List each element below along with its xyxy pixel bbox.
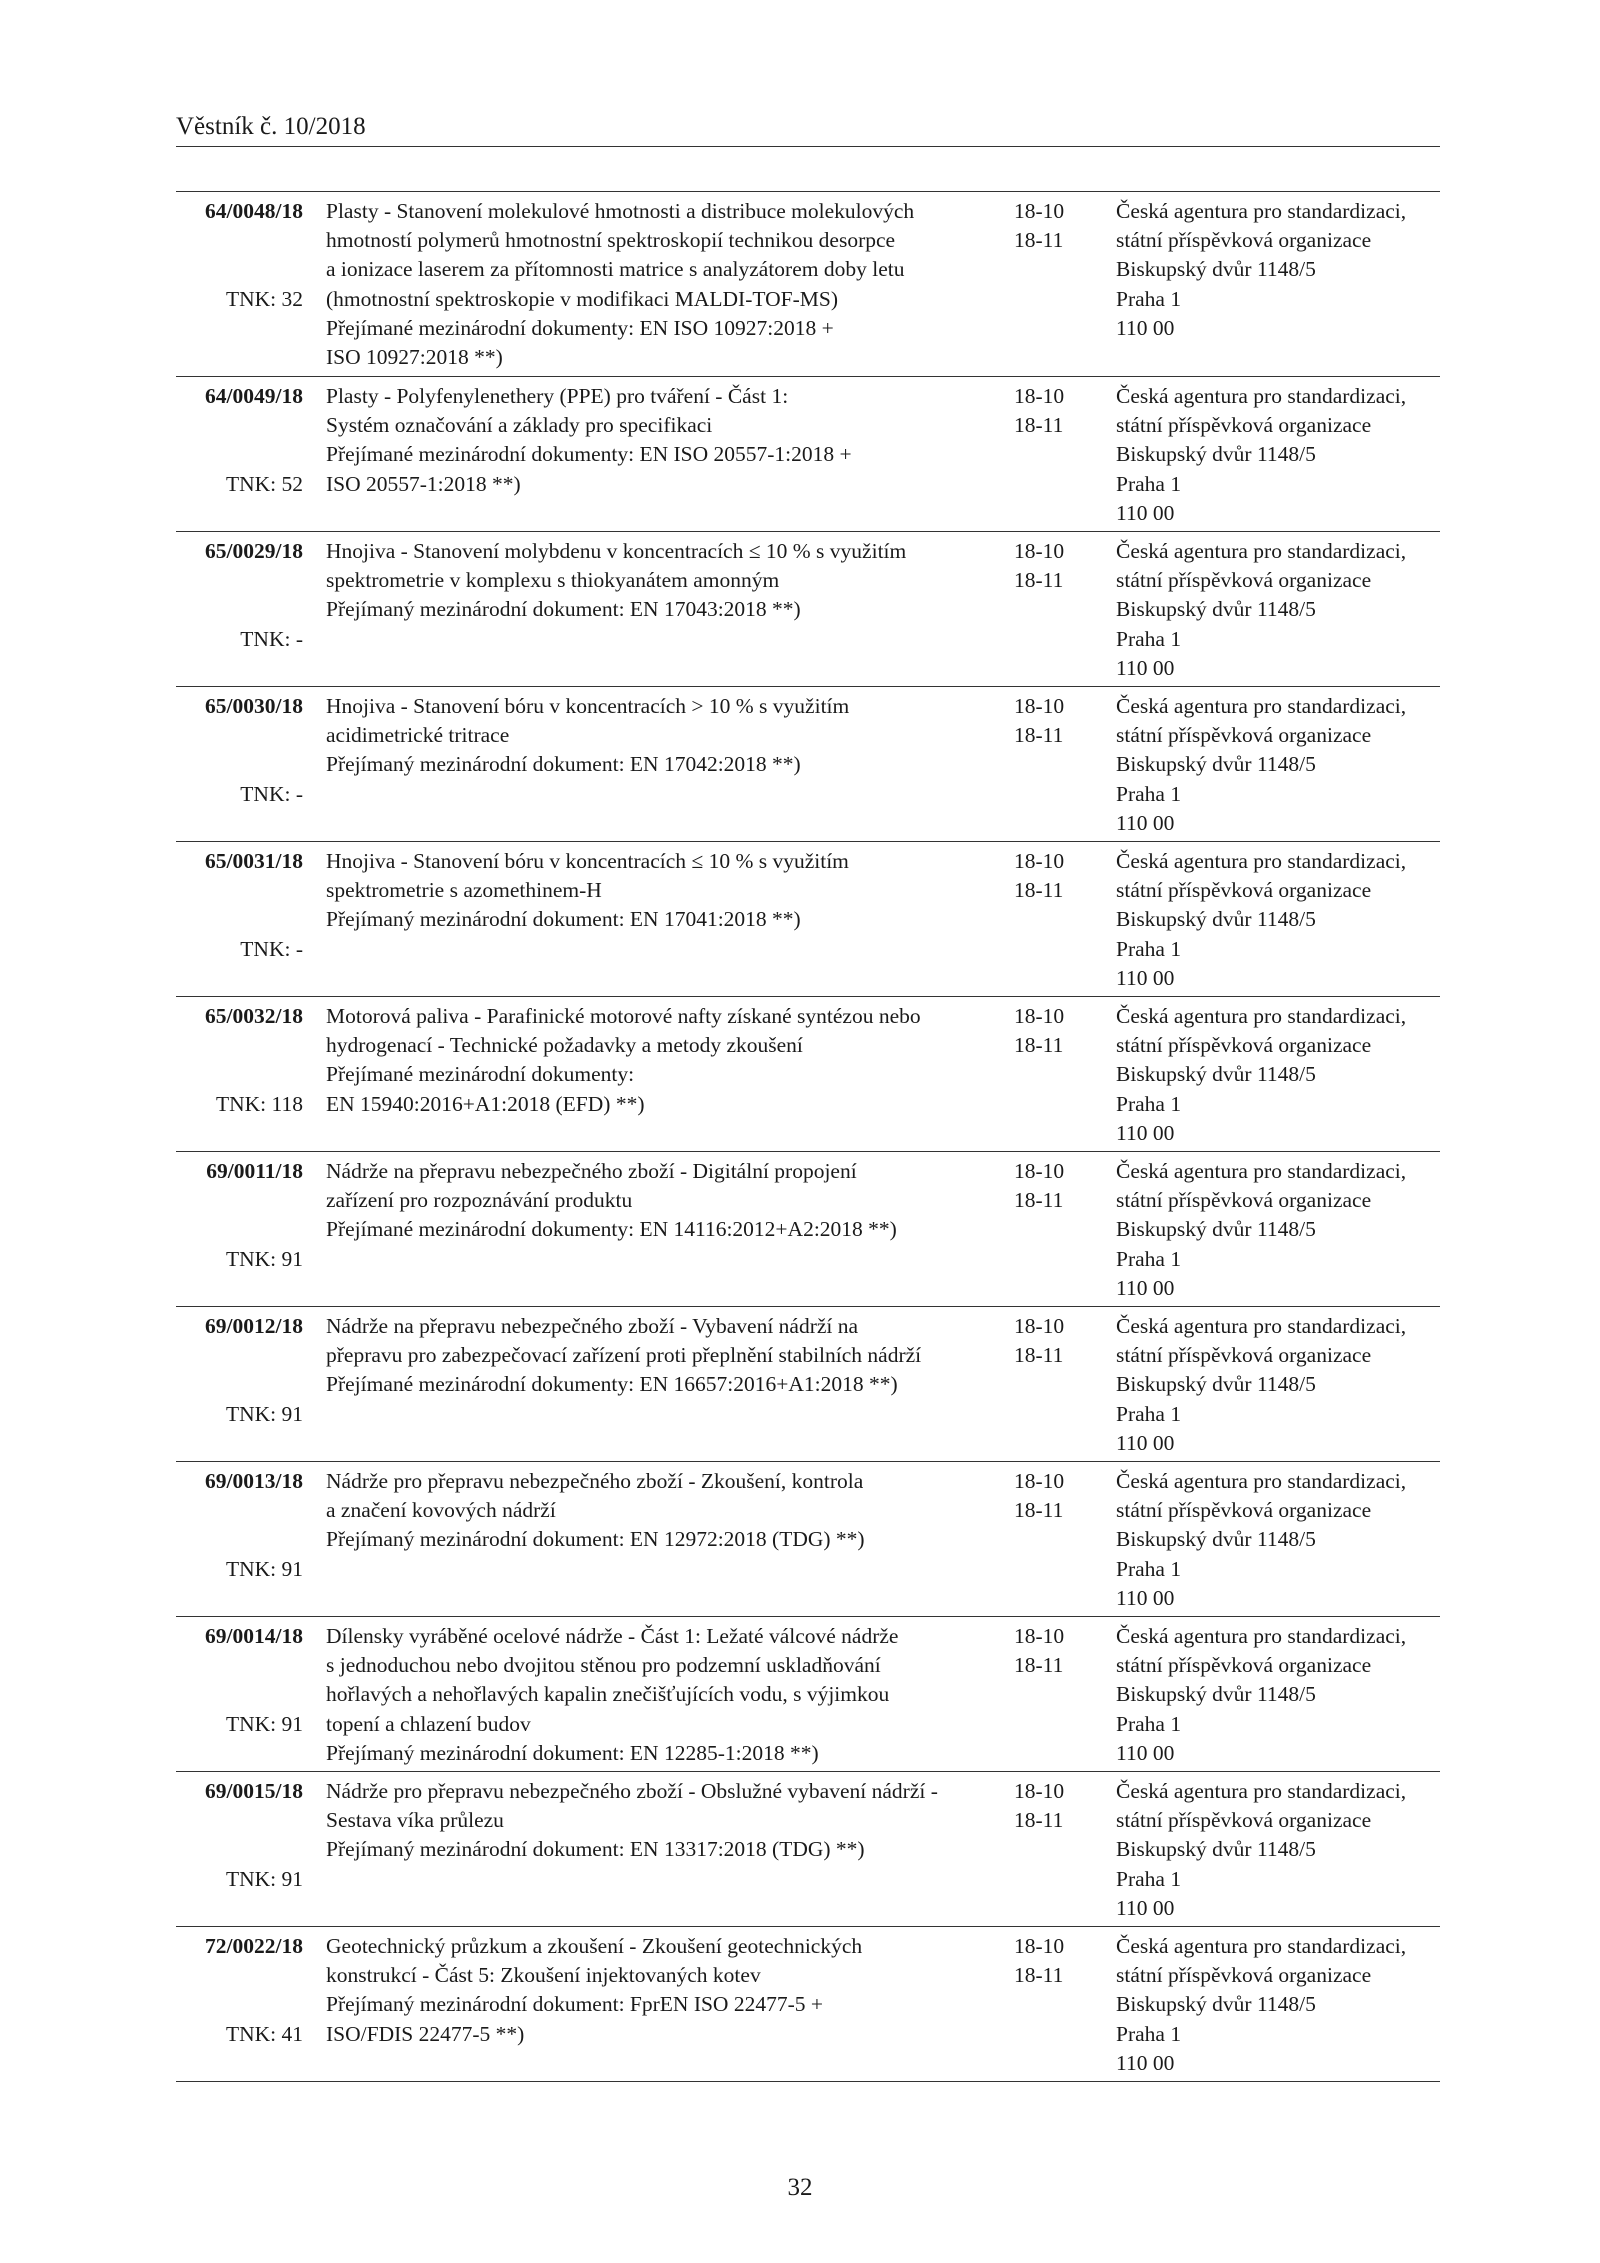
- entry-tnk: TNK: -: [240, 936, 303, 961]
- entry-organization: [1116, 1002, 1436, 1148]
- entry-title-line: spektrometrie s azomethinem-H: [326, 878, 602, 903]
- entry-title-line: Hnojiva - Stanovení bóru v koncentracích > 10 % s využitím: [326, 694, 850, 718]
- entry-organization-line: 110 00: [1116, 1585, 1175, 1610]
- entry-organization-line: Biskupský dvůr 1148/5: [1116, 1372, 1316, 1397]
- entry-date: 18-11: [1014, 1033, 1064, 1058]
- standard-entry: [176, 1307, 1440, 1462]
- entry-organization: [1116, 1777, 1436, 1923]
- entry-title-line: ISO/FDIS 22477-5 **): [326, 2021, 525, 2046]
- entry-dates: [1014, 197, 1084, 255]
- standard-entry: [176, 377, 1440, 532]
- entry-organization-line: státní příspěvková organizace: [1116, 413, 1372, 438]
- entry-title-line: hydrogenací - Technické požadavky a metody zkoušení: [326, 1033, 803, 1058]
- entry-organization-line: státní příspěvková organizace: [1116, 1188, 1372, 1213]
- entry-title-line: Přejímaný mezinárodní dokument: EN 12285-1:2018 **): [326, 1740, 819, 1765]
- entry-organization-line: státní příspěvková organizace: [1116, 878, 1372, 903]
- entry-title: [326, 1932, 1026, 2049]
- entry-date: 18-10: [1014, 1469, 1065, 1493]
- entry-dates: [1014, 1312, 1084, 1370]
- entry-organization-line: Biskupský dvůr 1148/5: [1116, 752, 1316, 777]
- entry-number: 69/0015/18: [205, 1779, 303, 1803]
- entry-title-line: a ionizace laserem za přítomnosti matrice s analyzátorem doby letu: [326, 257, 905, 282]
- entry-organization-line: Biskupský dvůr 1148/5: [1116, 1217, 1316, 1242]
- entry-organization-line: Praha 1: [1116, 936, 1182, 961]
- entry-id-column: [176, 847, 303, 964]
- entry-title-line: Sestava víka průlezu: [326, 1808, 504, 1833]
- entry-id-column: [176, 197, 303, 314]
- entry-organization-line: státní příspěvková organizace: [1116, 568, 1372, 593]
- entry-title: [326, 847, 1026, 935]
- entry-organization-line: Česká agentura pro standardizaci,: [1116, 1314, 1407, 1338]
- entry-organization-line: 110 00: [1116, 1430, 1175, 1455]
- entry-organization-line: Česká agentura pro standardizaci,: [1116, 539, 1407, 563]
- entry-organization-line: 110 00: [1116, 655, 1175, 680]
- entry-organization-line: Biskupský dvůr 1148/5: [1116, 442, 1316, 467]
- standard-entry: [176, 1462, 1440, 1617]
- standard-entry: [176, 1617, 1440, 1772]
- entry-date: 18-10: [1014, 1624, 1065, 1648]
- entry-organization-line: Praha 1: [1116, 286, 1182, 311]
- entry-title-line: topení a chlazení budov: [326, 1711, 531, 1736]
- entry-title: [326, 1467, 1026, 1555]
- entry-title-line: Přejímaný mezinárodní dokument: EN 13317:2018 (TDG) **): [326, 1837, 865, 1862]
- entry-title-line: ISO 10927:2018 **): [326, 345, 503, 370]
- entry-number: 69/0013/18: [205, 1469, 303, 1493]
- entry-tnk: TNK: 91: [225, 1401, 303, 1426]
- entry-dates: [1014, 1777, 1084, 1835]
- entry-organization-line: Česká agentura pro standardizaci,: [1116, 1624, 1407, 1648]
- entry-dates: [1014, 1622, 1084, 1680]
- entry-organization-line: státní příspěvková organizace: [1116, 1343, 1372, 1368]
- entry-tnk: TNK: 32: [225, 286, 303, 311]
- entry-organization: [1116, 1467, 1436, 1613]
- entry-date: 18-10: [1014, 539, 1065, 563]
- entry-number: 69/0014/18: [205, 1624, 303, 1648]
- entry-title-line: Přejímané mezinárodní dokumenty: EN 16657:2016+A1:2018 **): [326, 1372, 898, 1397]
- entry-title-line: Přejímaný mezinárodní dokument: EN 17041:2018 **): [326, 907, 801, 932]
- entry-organization-line: Biskupský dvůr 1148/5: [1116, 1682, 1316, 1707]
- standards-list: [176, 191, 1440, 2082]
- entry-title-line: zařízení pro rozpoznávání produktu: [326, 1188, 633, 1213]
- entry-title-line: EN 15940:2016+A1:2018 (EFD) **): [326, 1091, 645, 1116]
- entry-title-line: Dílensky vyráběné ocelové nádrže - Část 1: Ležaté válcové nádrže: [326, 1624, 899, 1648]
- entry-organization-line: Praha 1: [1116, 1866, 1182, 1891]
- entry-organization-line: státní příspěvková organizace: [1116, 228, 1372, 253]
- entry-tnk: TNK: 118: [216, 1091, 303, 1116]
- entry-organization-line: 110 00: [1116, 2050, 1175, 2075]
- entry-id-column: [176, 1157, 303, 1274]
- entry-organization: [1116, 1312, 1436, 1458]
- entry-organization-line: 110 00: [1116, 1740, 1175, 1765]
- entry-id-column: [176, 1312, 303, 1429]
- entry-title-line: Přejímané mezinárodní dokumenty: EN ISO 20557-1:2018 +: [326, 442, 852, 467]
- standard-entry: [176, 1772, 1440, 1927]
- entry-number: 69/0011/18: [206, 1159, 303, 1183]
- entry-tnk: TNK: 52: [225, 471, 303, 496]
- entry-title-line: Nádrže na přepravu nebezpečného zboží - Vybavení nádrží na: [326, 1314, 859, 1338]
- entry-date: 18-11: [1014, 878, 1064, 903]
- entry-organization-line: Praha 1: [1116, 1556, 1182, 1581]
- entry-dates: [1014, 537, 1084, 595]
- entry-organization-line: 110 00: [1116, 315, 1175, 340]
- entry-title-line: spektrometrie v komplexu s thiokyanátem amonným: [326, 568, 780, 593]
- entry-organization-line: Biskupský dvůr 1148/5: [1116, 1992, 1316, 2017]
- entry-date: 18-11: [1014, 1343, 1064, 1368]
- standard-entry: [176, 1152, 1440, 1307]
- entry-organization-line: státní příspěvková organizace: [1116, 1963, 1372, 1988]
- entry-title-line: Přejímané mezinárodní dokumenty: EN ISO 10927:2018 +: [326, 315, 834, 340]
- entry-organization-line: státní příspěvková organizace: [1116, 1653, 1372, 1678]
- entry-organization-line: Biskupský dvůr 1148/5: [1116, 1062, 1316, 1087]
- entry-organization-line: 110 00: [1116, 1275, 1175, 1300]
- entry-title-line: Plasty - Stanovení molekulové hmotnosti a distribuce molekulových: [326, 199, 915, 223]
- entry-id-column: [176, 1622, 303, 1739]
- entry-title-line: Přejímané mezinárodní dokumenty: EN 14116:2012+A2:2018 **): [326, 1217, 897, 1242]
- entry-id-column: [176, 692, 303, 809]
- entry-id-column: [176, 382, 303, 499]
- entry-id-column: [176, 1932, 303, 2049]
- entry-tnk: TNK: -: [240, 781, 303, 806]
- entry-title-line: konstrukcí - Část 5: Zkoušení injektovaných kotev: [326, 1963, 761, 1988]
- entry-organization-line: Biskupský dvůr 1148/5: [1116, 907, 1316, 932]
- entry-dates: [1014, 1002, 1084, 1060]
- entry-date: 18-11: [1014, 568, 1064, 593]
- entry-organization: [1116, 1932, 1436, 2078]
- entry-number: 69/0012/18: [205, 1314, 303, 1338]
- entry-date: 18-11: [1014, 413, 1064, 438]
- entry-date: 18-10: [1014, 384, 1065, 408]
- entry-date: 18-11: [1014, 1498, 1064, 1523]
- entry-organization-line: Česká agentura pro standardizaci,: [1116, 1779, 1407, 1803]
- entry-dates: [1014, 382, 1084, 440]
- entry-title-line: s jednoduchou nebo dvojitou stěnou pro podzemní uskladňování: [326, 1653, 881, 1678]
- entry-title-line: Geotechnický průzkum a zkoušení - Zkoušení geotechnických: [326, 1934, 863, 1958]
- standard-entry: [176, 1927, 1440, 2082]
- entry-dates: [1014, 1157, 1084, 1215]
- entry-organization-line: Praha 1: [1116, 1711, 1182, 1736]
- entry-title-line: Přejímaný mezinárodní dokument: EN 17042:2018 **): [326, 752, 801, 777]
- entry-title-line: hořlavých a nehořlavých kapalin znečišťujících vodu, s výjimkou: [326, 1682, 890, 1707]
- entry-title-line: Přejímaný mezinárodní dokument: FprEN ISO 22477-5 +: [326, 1992, 823, 2017]
- entry-title: [326, 1312, 1026, 1400]
- entry-title: [326, 1002, 1026, 1119]
- standard-entry: [176, 192, 1440, 377]
- entry-date: 18-10: [1014, 1159, 1065, 1183]
- entry-date: 18-11: [1014, 1188, 1064, 1213]
- entry-title-line: Nádrže pro přepravu nebezpečného zboží - Zkoušení, kontrola: [326, 1469, 864, 1493]
- entry-date: 18-11: [1014, 1653, 1064, 1678]
- entry-date: 18-10: [1014, 1934, 1065, 1958]
- entry-organization-line: Česká agentura pro standardizaci,: [1116, 1469, 1407, 1493]
- entry-organization-line: 110 00: [1116, 1895, 1175, 1920]
- entry-organization-line: státní příspěvková organizace: [1116, 723, 1372, 748]
- journal-title: Věstník č. 10/2018: [176, 113, 366, 140]
- entry-title-line: ISO 20557-1:2018 **): [326, 471, 521, 496]
- entry-title-line: Přejímaný mezinárodní dokument: EN 17043:2018 **): [326, 597, 801, 622]
- entry-organization-line: 110 00: [1116, 500, 1175, 525]
- entry-organization-line: Česká agentura pro standardizaci,: [1116, 384, 1407, 408]
- entry-organization-line: Biskupský dvůr 1148/5: [1116, 597, 1316, 622]
- entry-tnk: TNK: 41: [225, 2021, 303, 2046]
- entry-title-line: Motorová paliva - Parafinické motorové nafty získané syntézou nebo: [326, 1004, 921, 1028]
- entry-id-column: [176, 1002, 303, 1119]
- entry-dates: [1014, 1932, 1084, 1990]
- entry-date: 18-10: [1014, 694, 1065, 718]
- entry-dates: [1014, 1467, 1084, 1525]
- entry-organization-line: Česká agentura pro standardizaci,: [1116, 849, 1407, 873]
- entry-tnk: TNK: -: [240, 626, 303, 651]
- entry-title-line: Nádrže na přepravu nebezpečného zboží - Digitální propojení: [326, 1159, 857, 1183]
- entry-id-column: [176, 1467, 303, 1584]
- standard-entry: [176, 532, 1440, 687]
- entry-organization-line: 110 00: [1116, 1120, 1175, 1145]
- entry-date: 18-10: [1014, 1779, 1065, 1803]
- entry-organization-line: Praha 1: [1116, 2021, 1182, 2046]
- entry-organization-line: Česká agentura pro standardizaci,: [1116, 1159, 1407, 1183]
- entry-title: [326, 1157, 1026, 1245]
- entry-date: 18-10: [1014, 849, 1065, 873]
- entry-title: [326, 1622, 1026, 1768]
- standard-entry: [176, 997, 1440, 1152]
- entry-organization-line: Biskupský dvůr 1148/5: [1116, 1527, 1316, 1552]
- entry-tnk: TNK: 91: [225, 1711, 303, 1736]
- entry-title: [326, 692, 1026, 780]
- entry-organization-line: 110 00: [1116, 810, 1175, 835]
- entry-title: [326, 537, 1026, 625]
- entry-date: 18-11: [1014, 723, 1064, 748]
- entry-dates: [1014, 692, 1084, 750]
- entry-organization-line: Praha 1: [1116, 1401, 1182, 1426]
- entry-tnk: TNK: 91: [225, 1556, 303, 1581]
- entry-organization: [1116, 847, 1436, 993]
- entry-title-line: přepravu pro zabezpečovací zařízení proti přeplnění stabilních nádrží: [326, 1343, 922, 1368]
- page-header: [176, 112, 1440, 147]
- entry-organization-line: státní příspěvková organizace: [1116, 1808, 1372, 1833]
- entry-title-line: Přejímaný mezinárodní dokument: EN 12972:2018 (TDG) **): [326, 1527, 865, 1552]
- entry-date: 18-10: [1014, 199, 1065, 223]
- entry-organization-line: Česká agentura pro standardizaci,: [1116, 694, 1407, 718]
- entry-id-column: [176, 537, 303, 654]
- entry-number: 65/0030/18: [205, 694, 303, 718]
- entry-organization-line: Česká agentura pro standardizaci,: [1116, 199, 1407, 223]
- entry-title-line: hmotností polymerů hmotnostní spektroskopií technikou desorpce: [326, 228, 896, 253]
- entry-number: 65/0032/18: [205, 1004, 303, 1028]
- entry-title-line: a značení kovových nádrží: [326, 1498, 556, 1523]
- entry-dates: [1014, 847, 1084, 905]
- standard-entry: [176, 687, 1440, 842]
- entry-organization-line: Praha 1: [1116, 1246, 1182, 1271]
- entry-organization-line: Praha 1: [1116, 1091, 1182, 1116]
- entry-organization-line: státní příspěvková organizace: [1116, 1033, 1372, 1058]
- entry-organization-line: Praha 1: [1116, 471, 1182, 496]
- entry-organization-line: 110 00: [1116, 965, 1175, 990]
- entry-organization: [1116, 1157, 1436, 1303]
- entry-organization: [1116, 197, 1436, 343]
- entry-organization: [1116, 537, 1436, 683]
- entry-organization-line: Biskupský dvůr 1148/5: [1116, 257, 1316, 282]
- entry-organization-line: státní příspěvková organizace: [1116, 1498, 1372, 1523]
- entry-title-line: Nádrže pro přepravu nebezpečného zboží - Obslužné vybavení nádrží -: [326, 1779, 938, 1803]
- page-number: 32: [787, 2174, 813, 2201]
- entry-tnk: TNK: 91: [225, 1866, 303, 1891]
- entry-title: [326, 1777, 1026, 1865]
- entry-date: 18-10: [1014, 1004, 1065, 1028]
- entry-organization-line: Česká agentura pro standardizaci,: [1116, 1934, 1407, 1958]
- entry-title-line: Plasty - Polyfenylenethery (PPE) pro tváření - Část 1:: [326, 384, 789, 408]
- entry-organization: [1116, 1622, 1436, 1768]
- entry-organization-line: Česká agentura pro standardizaci,: [1116, 1004, 1407, 1028]
- entry-title-line: acidimetrické tritrace: [326, 723, 510, 748]
- entry-title-line: (hmotnostní spektroskopie v modifikaci MALDI-TOF-MS): [326, 286, 838, 311]
- entry-number: 64/0048/18: [205, 199, 303, 223]
- entry-organization-line: Praha 1: [1116, 781, 1182, 806]
- entry-date: 18-11: [1014, 228, 1064, 253]
- entry-title: [326, 197, 1026, 372]
- entry-organization: [1116, 382, 1436, 528]
- entry-number: 65/0031/18: [205, 849, 303, 873]
- entry-date: 18-11: [1014, 1963, 1064, 1988]
- entry-title-line: Hnojiva - Stanovení molybdenu v koncentracích ≤ 10 % s využitím: [326, 539, 907, 563]
- standard-entry: [176, 842, 1440, 997]
- entry-number: 72/0022/18: [205, 1934, 303, 1958]
- entry-organization: [1116, 692, 1436, 838]
- entry-title: [326, 382, 1026, 499]
- entry-date: 18-10: [1014, 1314, 1065, 1338]
- entry-title-line: Přejímané mezinárodní dokumenty:: [326, 1062, 635, 1087]
- entry-number: 64/0049/18: [205, 384, 303, 408]
- entry-title-line: Hnojiva - Stanovení bóru v koncentracích ≤ 10 % s využitím: [326, 849, 849, 873]
- entry-organization-line: Biskupský dvůr 1148/5: [1116, 1837, 1316, 1862]
- entry-id-column: [176, 1777, 303, 1894]
- entry-date: 18-11: [1014, 1808, 1064, 1833]
- entry-tnk: TNK: 91: [225, 1246, 303, 1271]
- entry-organization-line: Praha 1: [1116, 626, 1182, 651]
- entry-title-line: Systém označování a základy pro specifikaci: [326, 413, 713, 438]
- entry-number: 65/0029/18: [205, 539, 303, 563]
